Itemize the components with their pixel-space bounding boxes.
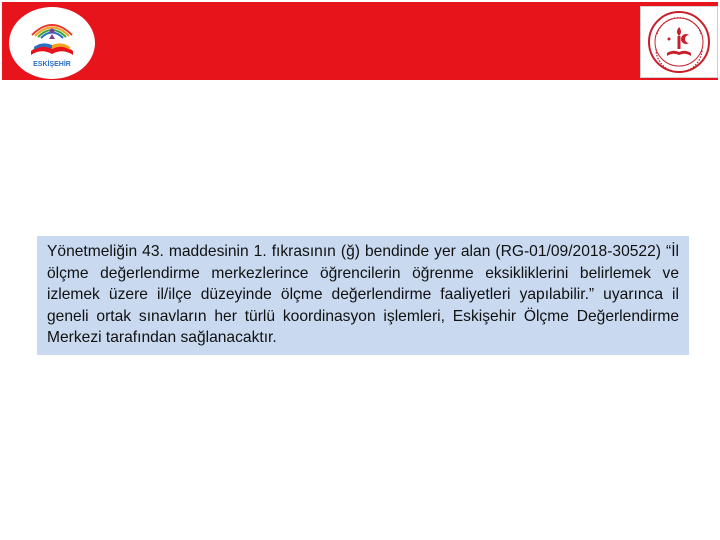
- ministry-seal-icon: [641, 7, 717, 77]
- notice-box: [37, 236, 689, 355]
- open-book-logo-icon: [9, 7, 95, 79]
- logo-wordmark: ESKİŞEHİR: [33, 61, 71, 68]
- ministry-seal: [640, 6, 718, 78]
- notice-text: Yönetmeliğin 43. maddesinin 1. fıkrasının (ğ) bendinde yer alan (RG-01/09/2018-30522) “İl ölçme değerlendirme merkezlerince öğrencilerin öğrenme eksikliklerini belirlemek ve izlemek üzere il/ilçe düzeyinde ölçme değerlendirme faaliyetleri yapılabilir.” uyarınca il geneli ortak sınavların her türlü koordinasyon işlemleri, Eskişehir Ölçme Değerlendirme Merkezi tarafından sağlanacaktır.: [47, 243, 679, 346]
- header-bar: [2, 2, 718, 80]
- odm-logo: [9, 7, 95, 79]
